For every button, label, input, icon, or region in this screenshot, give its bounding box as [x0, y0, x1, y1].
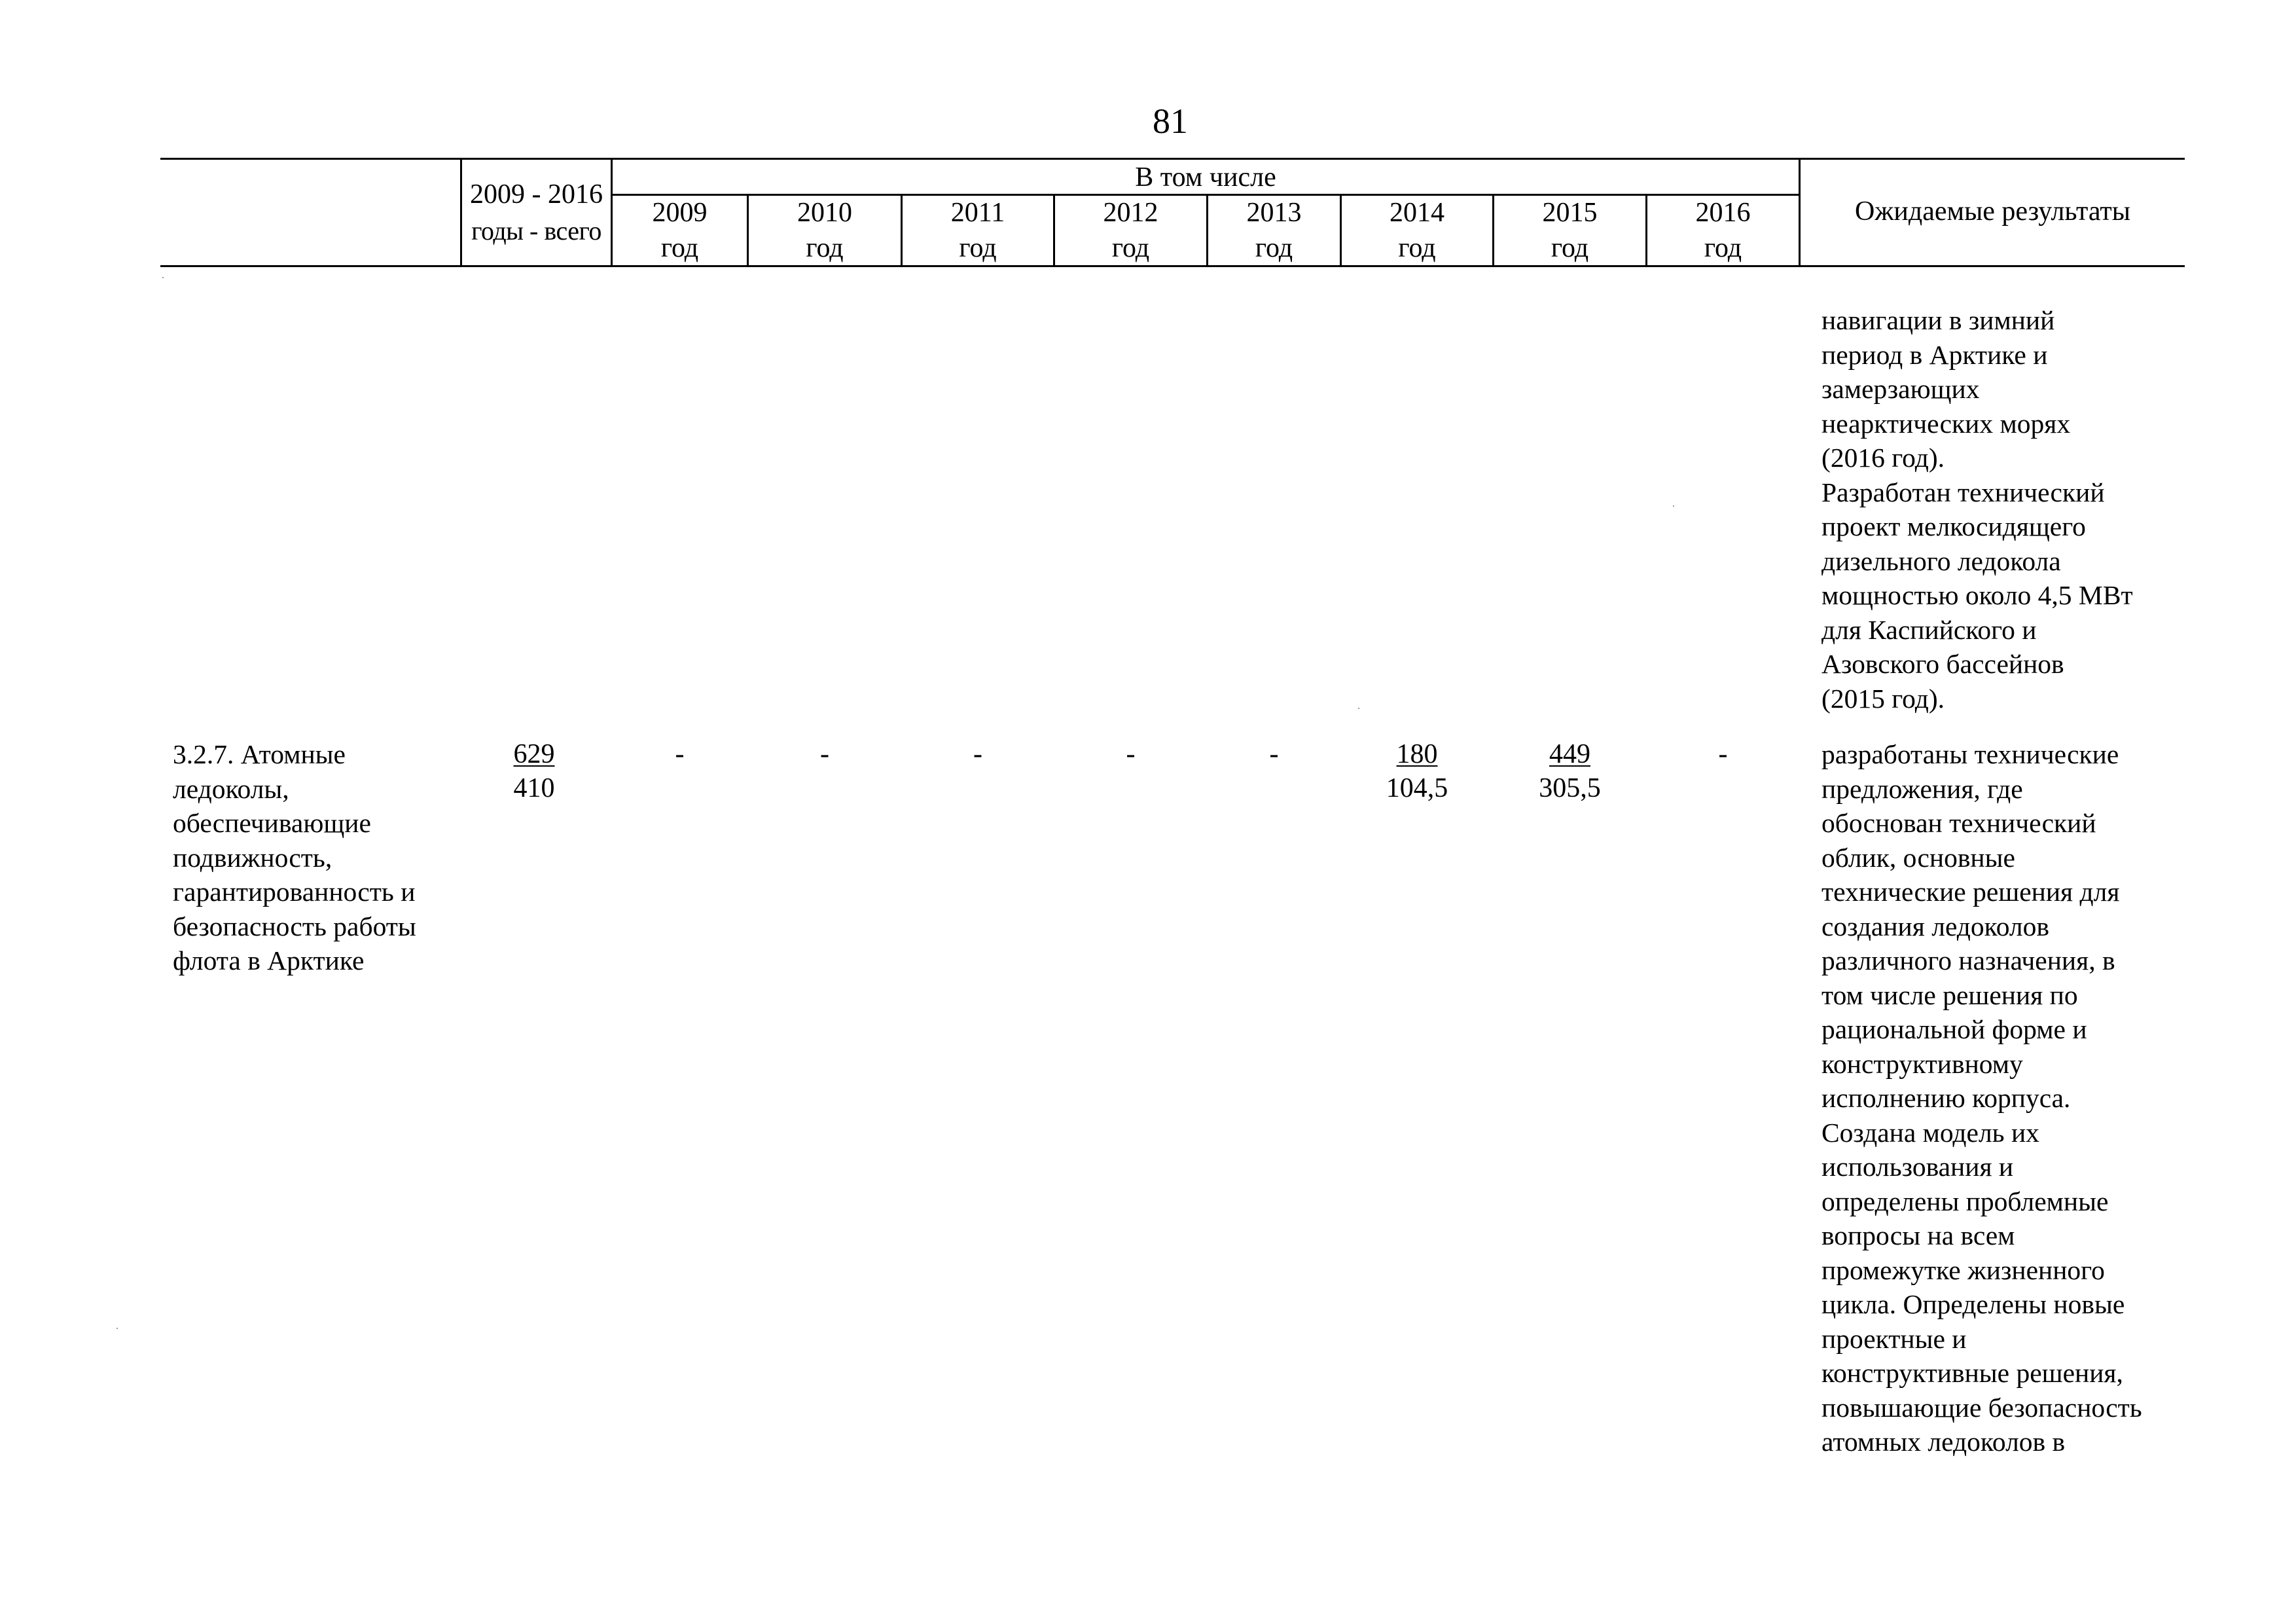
text-line: безопасность работы — [173, 911, 416, 941]
year-label: 2010 — [797, 198, 852, 228]
text-line: цикла. Определены новые — [1821, 1289, 2125, 1319]
header-year-2014 — [1342, 195, 1492, 266]
year-unit: год — [1551, 233, 1589, 263]
text-line: Разработан технический — [1821, 477, 2105, 507]
year-label: 2016 — [1695, 198, 1751, 228]
text-line: предложения, где — [1821, 773, 2023, 804]
header-year-2010 — [749, 195, 901, 266]
row-results — [1821, 737, 2142, 1459]
header-year-2015 — [1494, 195, 1645, 266]
text-line: проектные и — [1821, 1323, 1967, 1354]
year-unit: год — [660, 233, 699, 263]
text-line: мощностью около 4,5 МВт — [1821, 580, 2133, 610]
text-line: исполнению корпуса. — [1821, 1083, 2071, 1113]
row-total — [475, 737, 593, 805]
text-line: атомных ледоколов в — [1821, 1427, 2066, 1457]
text-line: том числе решения по — [1821, 979, 2078, 1010]
text-line: Создана модель их — [1821, 1117, 2039, 1148]
scan-speck — [1673, 505, 1674, 507]
text-line: повышающие безопасность — [1821, 1392, 2142, 1423]
text-line: период в Арктике и — [1821, 339, 2048, 370]
year-unit: год — [806, 233, 844, 263]
text-line: 3.2.7. Атомные — [173, 739, 346, 769]
text-line: (2015 год). — [1821, 683, 1945, 714]
row-value-2015 — [1494, 737, 1645, 805]
header-divider — [460, 158, 462, 267]
header-year-2012 — [1055, 195, 1206, 266]
total-top-value: 629 — [513, 739, 555, 769]
value-top: 449 — [1549, 739, 1590, 769]
row-value-2013 — [1208, 737, 1340, 771]
text-line: проект мелкосидящего — [1821, 511, 2086, 541]
text-line: разработаны технические — [1821, 739, 2119, 769]
continued-results — [1821, 303, 2133, 716]
text-line: конструктивному — [1821, 1048, 2023, 1079]
text-line: гарантированность и — [173, 877, 416, 907]
value-top: - — [675, 739, 685, 769]
header-top-rule — [160, 158, 2185, 160]
value-top: - — [1269, 739, 1279, 769]
row-value-2009 — [613, 737, 747, 771]
row-value-2012 — [1055, 737, 1206, 771]
header-year-2009 — [613, 195, 747, 266]
year-label: 2009 — [652, 198, 708, 228]
value-bottom: 305,5 — [1539, 773, 1601, 803]
header-total-line1: 2009 - 2016 — [470, 179, 603, 210]
text-line: создания ледоколов — [1821, 911, 2049, 941]
text-line: рациональной форме и — [1821, 1014, 2087, 1044]
value-top: - — [820, 739, 829, 769]
text-line: различного назначения, в — [1821, 945, 2115, 976]
year-unit: год — [959, 233, 997, 263]
text-line: подвижность, — [173, 842, 332, 873]
text-line: промежутке жизненного — [1821, 1254, 2105, 1285]
header-group-label: В том числе — [1135, 162, 1276, 192]
year-label: 2015 — [1542, 198, 1598, 228]
scan-speck — [162, 277, 164, 278]
text-line: для Каспийского и — [1821, 614, 2037, 645]
row-value-2011 — [903, 737, 1053, 771]
year-unit: год — [1704, 233, 1742, 263]
text-line: ледоколы, — [173, 773, 289, 804]
header-year-2011 — [903, 195, 1053, 266]
year-label: 2013 — [1246, 198, 1302, 228]
text-line: флота в Арктике — [173, 945, 365, 976]
row-value-2010 — [749, 737, 901, 771]
header-year-2013 — [1208, 195, 1340, 266]
total-bottom-value: 410 — [513, 773, 555, 803]
text-line: обеспечивающие — [173, 808, 371, 838]
year-label: 2014 — [1390, 198, 1444, 228]
text-line: замерзающих — [1821, 374, 1980, 404]
text-line: навигации в зимний — [1821, 305, 2055, 335]
year-label: 2011 — [950, 198, 1005, 228]
text-line: определены проблемные — [1821, 1186, 2109, 1216]
value-top: - — [973, 739, 982, 769]
year-unit: год — [1111, 233, 1150, 263]
page-number: 81 — [1153, 101, 1188, 141]
row-name — [173, 737, 416, 978]
text-line: конструктивные решения, — [1821, 1358, 2123, 1388]
text-line: обоснован технический — [1821, 808, 2096, 838]
scan-speck — [1358, 708, 1359, 709]
value-top: - — [1718, 739, 1728, 769]
header-total-line2: годы - всего — [471, 216, 601, 246]
row-value-2014 — [1342, 737, 1492, 805]
value-top: 180 — [1396, 739, 1438, 769]
value-bottom: 104,5 — [1386, 773, 1448, 803]
year-unit: год — [1398, 233, 1436, 263]
value-top: - — [1126, 739, 1136, 769]
year-label: 2012 — [1103, 198, 1158, 228]
header-results: Ожидаемые результаты — [1855, 196, 2130, 227]
text-line: Азовского бассейнов — [1821, 649, 2064, 679]
header-year-2016 — [1647, 195, 1799, 266]
scan-speck — [117, 1328, 118, 1329]
year-unit: год — [1255, 233, 1293, 263]
text-line: использования и — [1821, 1152, 2014, 1182]
text-line: вопросы на всем — [1821, 1220, 2015, 1250]
text-line: дизельного ледокола — [1821, 545, 2061, 576]
row-value-2016 — [1647, 737, 1799, 771]
text-line: неарктических морях — [1821, 408, 2071, 439]
text-line: (2016 год). — [1821, 443, 1945, 473]
text-line: облик, основные — [1821, 842, 2015, 873]
text-line: технические решения для — [1821, 877, 2120, 907]
